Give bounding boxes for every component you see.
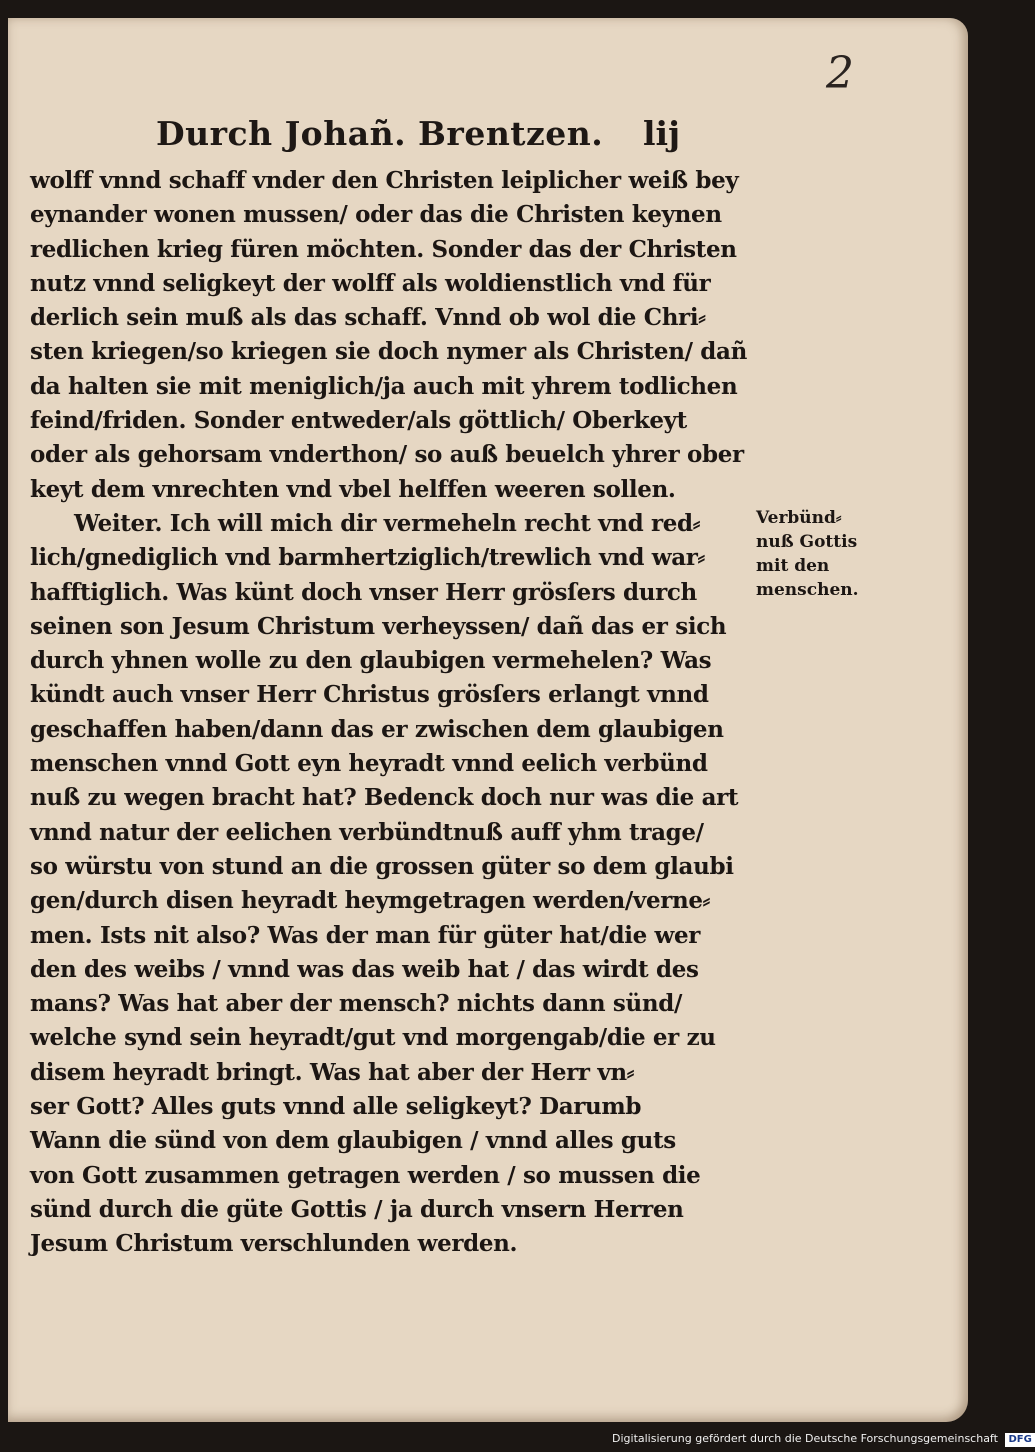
text-line: redlichen krieg füren möchten. Sonder das der Christen (30, 235, 737, 263)
text-line: hafftiglich. Was künt doch vnser Herr grösſers durch (30, 578, 697, 606)
text-line: disem heyradt bringt. Was hat aber der Herr vn⸗ (30, 1058, 635, 1086)
handwritten-folio-mark: 2 (826, 48, 854, 99)
body-text (30, 164, 750, 1262)
text-line: mans? Was hat aber der mensch? nichts dann sünd/ (30, 990, 683, 1018)
running-head-title: Durch Johañ. Brentzen. (156, 114, 604, 153)
text-line: nuß zu wegen bracht hat? Bedenck doch nur was die art (30, 784, 739, 812)
margin-note-line: nuß Gottis (756, 532, 858, 552)
text-line: eynander wonen mussen/ oder das die Christen keynen (30, 201, 722, 229)
text-line: oder als gehorsam vnderthon/ so auß beuelch yhrer ober (30, 441, 744, 469)
margin-note-line: menschen. (756, 580, 859, 600)
text-line: da halten sie mit meniglich/ja auch mit yhrem todlichen (30, 372, 738, 400)
text-line: den des weibs / vnnd was das weib hat / das wirdt des (30, 955, 699, 983)
text-line: men. Ists nit also? Was der man für güter hat/die wer (30, 921, 701, 949)
text-line: kündt auch vnser Herr Christus grösſers erlangt vnnd (30, 681, 709, 709)
text-line: welche synd sein heyradt/gut vnd morgengab/die er zu (30, 1024, 716, 1052)
text-line: wolff vnnd schaff vnder den Christen leiplicher weiß bey (30, 167, 739, 194)
text-line: vnnd natur der eelichen verbündtnuß auff yhm trage/ (30, 818, 704, 846)
margin-note-line: Verbünd⸗ (756, 508, 842, 528)
text-line: nutz vnnd seligkeyt der wolff als woldienstlich vnd für (30, 269, 711, 297)
text-line: geschaffen haben/dann das er zwischen dem glaubigen (30, 715, 724, 743)
text-line: menschen vnnd Gott eyn heyradt vnnd eelich verbünd (30, 750, 708, 778)
page-number: lij (643, 114, 681, 153)
text-line: lich/gnediglich vnd barmhertziglich/trewlich vnd war⸗ (30, 544, 705, 572)
text-line: gen/durch disen heyradt heymgetragen werden/verne⸗ (30, 887, 710, 915)
text-line: keyt dem vnrechten vnd vbel helffen weeren sollen. (30, 475, 676, 503)
text-line: sünd durch die güte Gottis / ja durch vnsern Herren (30, 1195, 684, 1223)
margin-note-line: mit den (756, 556, 830, 576)
text-line: Wann die sünd von dem glaubigen / vnnd alles guts (30, 1127, 676, 1155)
book-page (8, 18, 968, 1422)
text-line: sten kriegen/so kriegen sie doch nymer als Christen/ dañ (30, 338, 747, 366)
text-line: seinen son Jesum Christum verheyssen/ dañ das er sich (30, 612, 727, 640)
text-line: feind/friden. Sonder entweder/als göttlich/ Oberkeyt (30, 407, 687, 435)
text-line-paragraph-start: Weiter. Ich will mich dir vermeheln recht vnd red⸗ (74, 509, 701, 537)
text-line: derlich sein muß als das schaff. Vnnd ob wol die Chri⸗ (30, 304, 706, 332)
digitization-footer (612, 1430, 1032, 1448)
footer-credit-text: Digitalisierung gefördert durch die Deutsche Forschungsgemeinschaft (612, 1432, 998, 1445)
text-line: ser Gott? Alles guts vnnd alle seligkeyt? Darumb (30, 1093, 642, 1121)
text-line: von Gott zusammen getragen werden / so mussen die (30, 1161, 701, 1189)
text-line: so würstu von stund an die grossen güter so dem glaubi (30, 852, 734, 880)
text-line: Jesum Christum verschlunden werden. (30, 1230, 518, 1258)
margin-note (756, 506, 886, 602)
dfg-logo: DFG (1005, 1433, 1034, 1447)
text-line: durch yhnen wolle zu den glaubigen vermehelen? Was (30, 647, 712, 675)
running-head (156, 114, 681, 162)
